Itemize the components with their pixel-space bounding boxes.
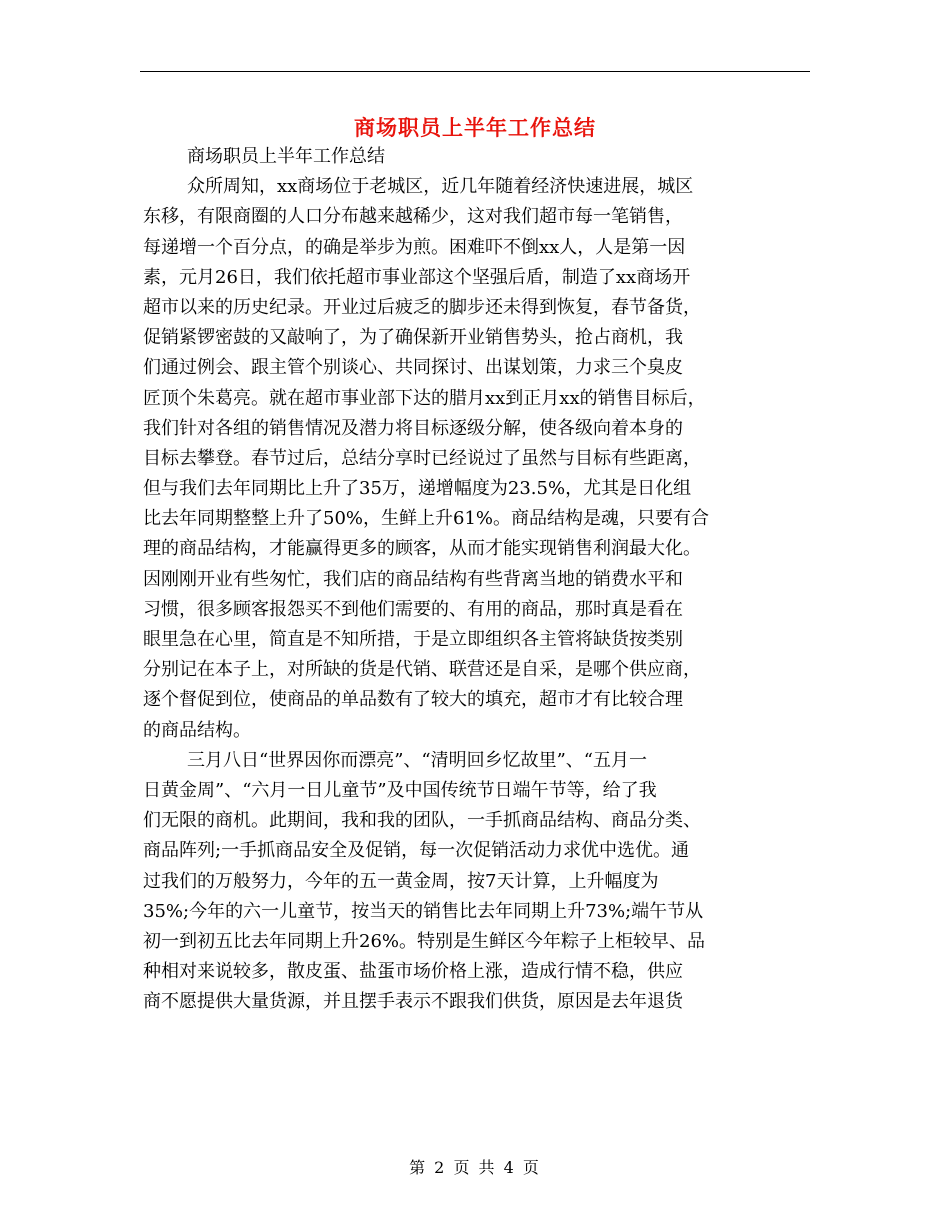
text-line: 初一到初五比去年同期上升26%。特别是生鲜区今年粽子上柜较早、品 (143, 930, 706, 952)
text-line: 东移，有限商圈的人口分布越来越稀少，这对我们超市每一笔销售， (143, 206, 683, 228)
header-rule (140, 71, 810, 72)
text-line: 超市以来的历史纪录。开业过后疲乏的脚步还未得到恢复，春节备货， (143, 296, 701, 318)
text-line: 商品阵列;一手抓商品安全及促销，每一次促销活动力求优中选优。通 (143, 840, 690, 862)
text-line: 理的商品结构，才能赢得更多的顾客，从而才能实现销售利润最大化。 (143, 538, 701, 560)
text-line: 逐个督促到位，使商品的单品数有了较大的填充，超市才有比较合理 (143, 689, 683, 711)
text-line: 但与我们去年同期比上升了35万，递增幅度为23.5%，尤其是日化组 (143, 478, 692, 500)
text-line: 日黄金周”、“六月一日儿童节”及中国传统节日端午节等，给了我 (143, 779, 657, 801)
text-line: 目标去攀登。春节过后，总结分享时已经说过了虽然与目标有些距离， (143, 447, 701, 469)
document-title: 商场职员上半年工作总结 (354, 115, 596, 140)
text-line: 促销紧锣密鼓的又敲响了，为了确保新开业销售势头，抢占商机，我 (143, 327, 683, 349)
page-number: 第 2 页 共 4 页 (409, 1158, 541, 1177)
text-line: 因刚刚开业有些匆忙，我们店的商品结构有些背离当地的销费水平和 (143, 568, 683, 590)
text-line: 三月八日“世界因你而漂亮”、“清明回乡忆故里”、“五月一 (187, 749, 648, 771)
text-line: 习惯，很多顾客报怨买不到他们需要的、有用的商品，那时真是看在 (143, 598, 683, 620)
text-line: 们通过例会、跟主管个别谈心、共同探讨、出谋划策，力求三个臭皮 (143, 357, 683, 379)
text-line: 眼里急在心里，简直是不知所措，于是立即组织各主管将缺货按类别 (143, 629, 683, 650)
text-line: 商不愿提供大量货源，并且摆手表示不跟我们供货，原因是去年退货 (143, 991, 683, 1013)
text-line: 匠顶个朱葛亮。就在超市事业部下达的腊月xx到正月xx的销售目标后， (143, 387, 706, 409)
text-line: 比去年同期整整上升了50%，生鲜上升61%。商品结构是魂，只要有合 (143, 508, 710, 530)
text-line: 35%;今年的六一儿童节，按当天的销售比去年同期上升73%;端午节从 (143, 900, 704, 922)
text-line: 过我们的万般努力，今年的五一黄金周，按7天计算，上升幅度为 (143, 870, 659, 892)
document-body (143, 142, 823, 1017)
text-line: 每递增一个百分点，的确是举步为煎。困难吓不倒xx人，人是第一因 (143, 236, 686, 258)
text-line: 我们针对各组的销售情况及潜力将目标逐级分解，使各级向着本身的 (143, 417, 683, 439)
text-line: 商场职员上半年工作总结 (187, 146, 385, 167)
text-line: 众所周知，xx商场位于老城区，近几年随着经济快速进展，城区 (187, 176, 694, 198)
text-line: 分别记在本子上，对所缺的货是代销、联营还是自采，是哪个供应商， (143, 659, 701, 681)
text-line: 的商品结构。 (143, 719, 251, 741)
text-line: 素，元月26日，我们依托超市事业部这个坚强后盾，制造了xx商场开 (143, 266, 691, 288)
text-line: 种相对来说较多，散皮蛋、盐蛋市场价格上涨，造成行情不稳，供应 (143, 961, 683, 983)
text-line: 们无限的商机。此期间，我和我的团队，一手抓商品结构、商品分类、 (143, 810, 701, 832)
